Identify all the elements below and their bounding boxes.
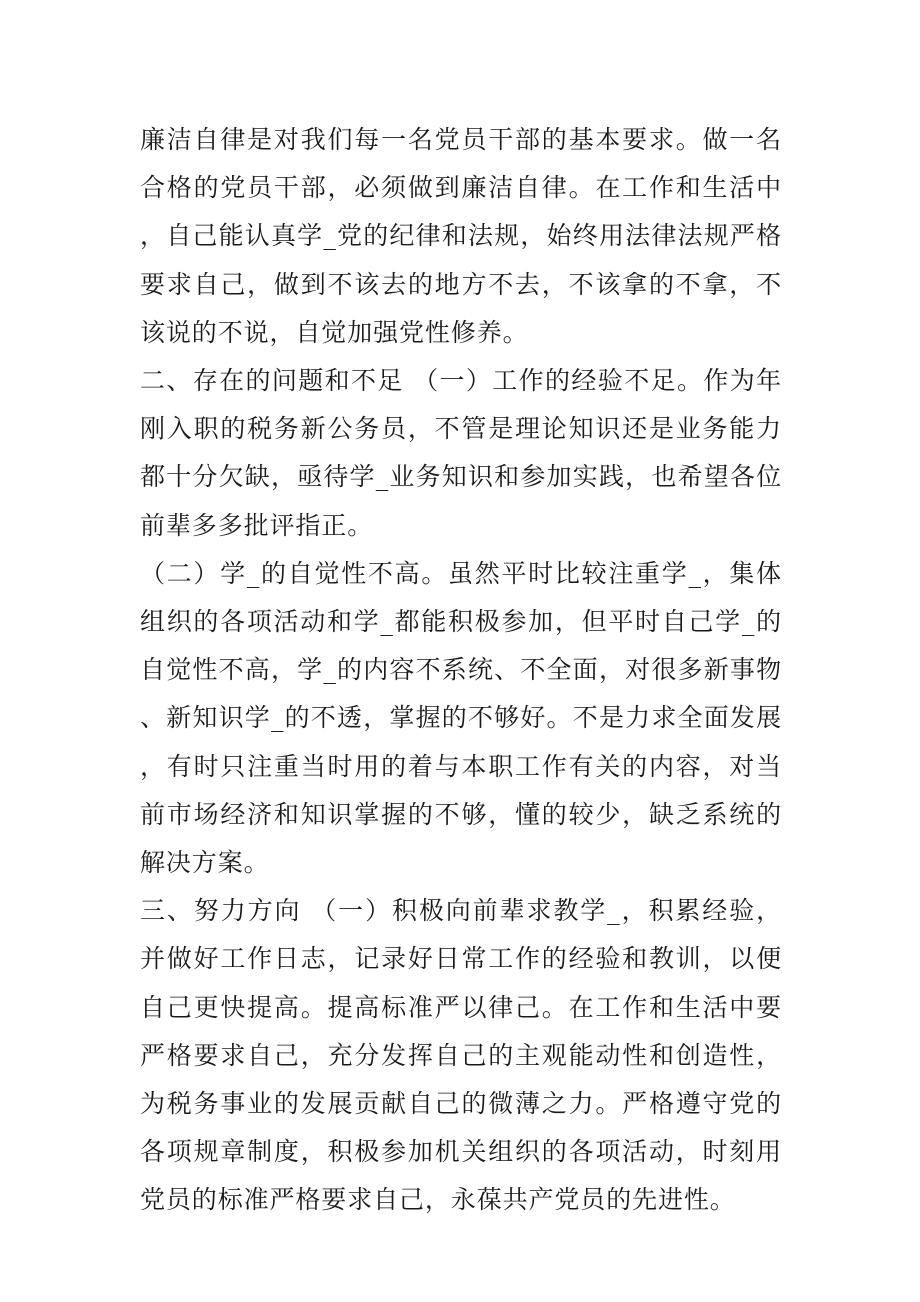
paragraph-integrity: 廉洁自律是对我们每一名党员干部的基本要求。做一名合格的党员干部，必须做到廉洁自律。在工作和生活中，自己能认真学_党的纪律和法规，始终用法律法规严格要求自己，做到不该去的地方不去，不该拿的不拿，不该说的不说，自觉加强党性修养。 <box>140 125 782 347</box>
document-body <box>140 116 782 1225</box>
paragraph-problems: 二、存在的问题和不足 （一）工作的经验不足。作为年刚入职的税务新公务员，不管是理论知识还是业务能力都十分欠缺，亟待学_业务知识和参加实践，也希望各位前辈多多批评指正。 <box>140 366 782 540</box>
paragraph-direction: 三、努力方向 （一）积极向前辈求教学_，积累经验，并做好工作日志，记录好日常工作的经验和教训，以便自己更快提高。提高标准严以律己。在工作和生活中要严格要求自己，充分发挥自己的主观能动性和创造性，为税务事业的发展贡献自己的微薄之力。严格遵守党的各项规章制度，积极参加机关组织的各项活动，时刻用党员的标准严格要求自己，永葆共产党员的先进性。 <box>140 896 782 1215</box>
paragraph-study-awareness: （二）学_的自觉性不高。虽然平时比较注重学_，集体组织的各项活动和学_都能积极参加，但平时自己学_的自觉性不高，学_的内容不系统、不全面，对很多新事物、新知识学_的不透，掌握的不够好。不是力求全面发展，有时只注重当时用的着与本职工作有关的内容，对当前市场经济和知识掌握的不够，懂的较少，缺乏系统的解决方案。 <box>140 558 782 878</box>
